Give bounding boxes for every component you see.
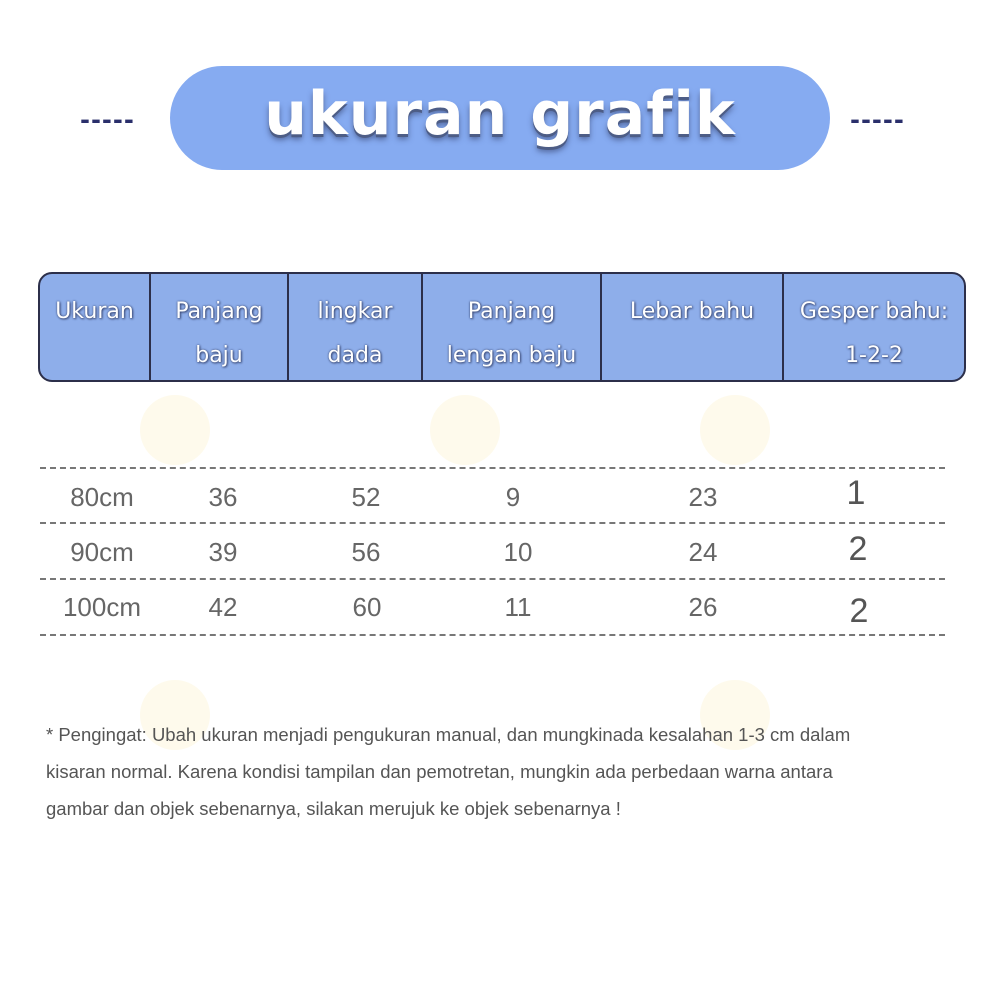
cell-lebar-bahu: 23 — [688, 482, 718, 512]
cell-gesper-bahu: 1 — [846, 474, 866, 512]
page-title: ukuran grafik — [264, 79, 736, 149]
header-label: Lebar bahu — [629, 299, 755, 324]
cell-lingkar-dada: 52 — [351, 482, 381, 512]
cell-gesper-bahu: 2 — [848, 530, 868, 568]
size-table-header — [38, 272, 966, 382]
header-gesper-bahu — [784, 274, 964, 380]
cell-lebar-bahu: 24 — [688, 537, 718, 567]
header-label: Panjang — [175, 299, 263, 324]
cell-panjang-lengan: 11 — [504, 592, 532, 622]
title-dashes-left: ----- — [80, 106, 135, 134]
row-divider — [40, 522, 945, 524]
header-panjang-lengan — [423, 274, 602, 380]
header-label: dada — [327, 343, 383, 368]
header-label: Panjang — [467, 299, 556, 324]
watermark-logo — [700, 395, 770, 465]
reminder-note — [46, 716, 966, 827]
header-panjang-baju — [151, 274, 289, 380]
cell-gesper-bahu: 2 — [849, 592, 869, 630]
header-label: lingkar — [317, 299, 393, 324]
cell-ukuran: 80cm — [70, 482, 134, 512]
cell-lingkar-dada: 56 — [351, 537, 381, 567]
cell-panjang-lengan: 10 — [503, 537, 533, 567]
header-lebar-bahu — [602, 274, 784, 380]
note-line: * Pengingat: Ubah ukuran menjadi pengukuran manual, dan mungkinada kesalahan 1-3 cm dalam — [46, 724, 851, 745]
row-divider — [40, 634, 945, 636]
cell-lingkar-dada: 60 — [352, 592, 382, 622]
header-label: baju — [195, 343, 243, 368]
cell-panjang-baju: 42 — [208, 592, 238, 622]
cell-panjang-baju: 36 — [208, 482, 238, 512]
header-label: 1-2-2 — [845, 343, 903, 368]
title-banner — [170, 66, 830, 170]
note-line: kisaran normal. Karena kondisi tampilan dan pemotretan, mungkin ada perbedaan warna antara — [46, 761, 833, 782]
note-line: gambar dan objek sebenarnya, silakan merujuk ke objek sebenarnya ! — [46, 798, 621, 819]
row-divider — [40, 467, 945, 469]
cell-panjang-lengan: 9 — [505, 482, 521, 512]
cell-panjang-baju: 39 — [208, 537, 238, 567]
header-ukuran — [40, 274, 151, 380]
cell-lebar-bahu: 26 — [688, 592, 718, 622]
cell-ukuran: 90cm — [70, 537, 134, 567]
header-lingkar-dada — [289, 274, 423, 380]
cell-ukuran: 100cm — [62, 592, 142, 622]
header-label: Gesper bahu: — [799, 299, 949, 324]
row-divider — [40, 578, 945, 580]
watermark-logo — [140, 395, 210, 465]
watermark-logo — [430, 395, 500, 465]
header-label: Ukuran — [55, 299, 134, 324]
title-dashes-right: ----- — [850, 106, 905, 134]
header-label: lengan baju — [446, 343, 577, 368]
